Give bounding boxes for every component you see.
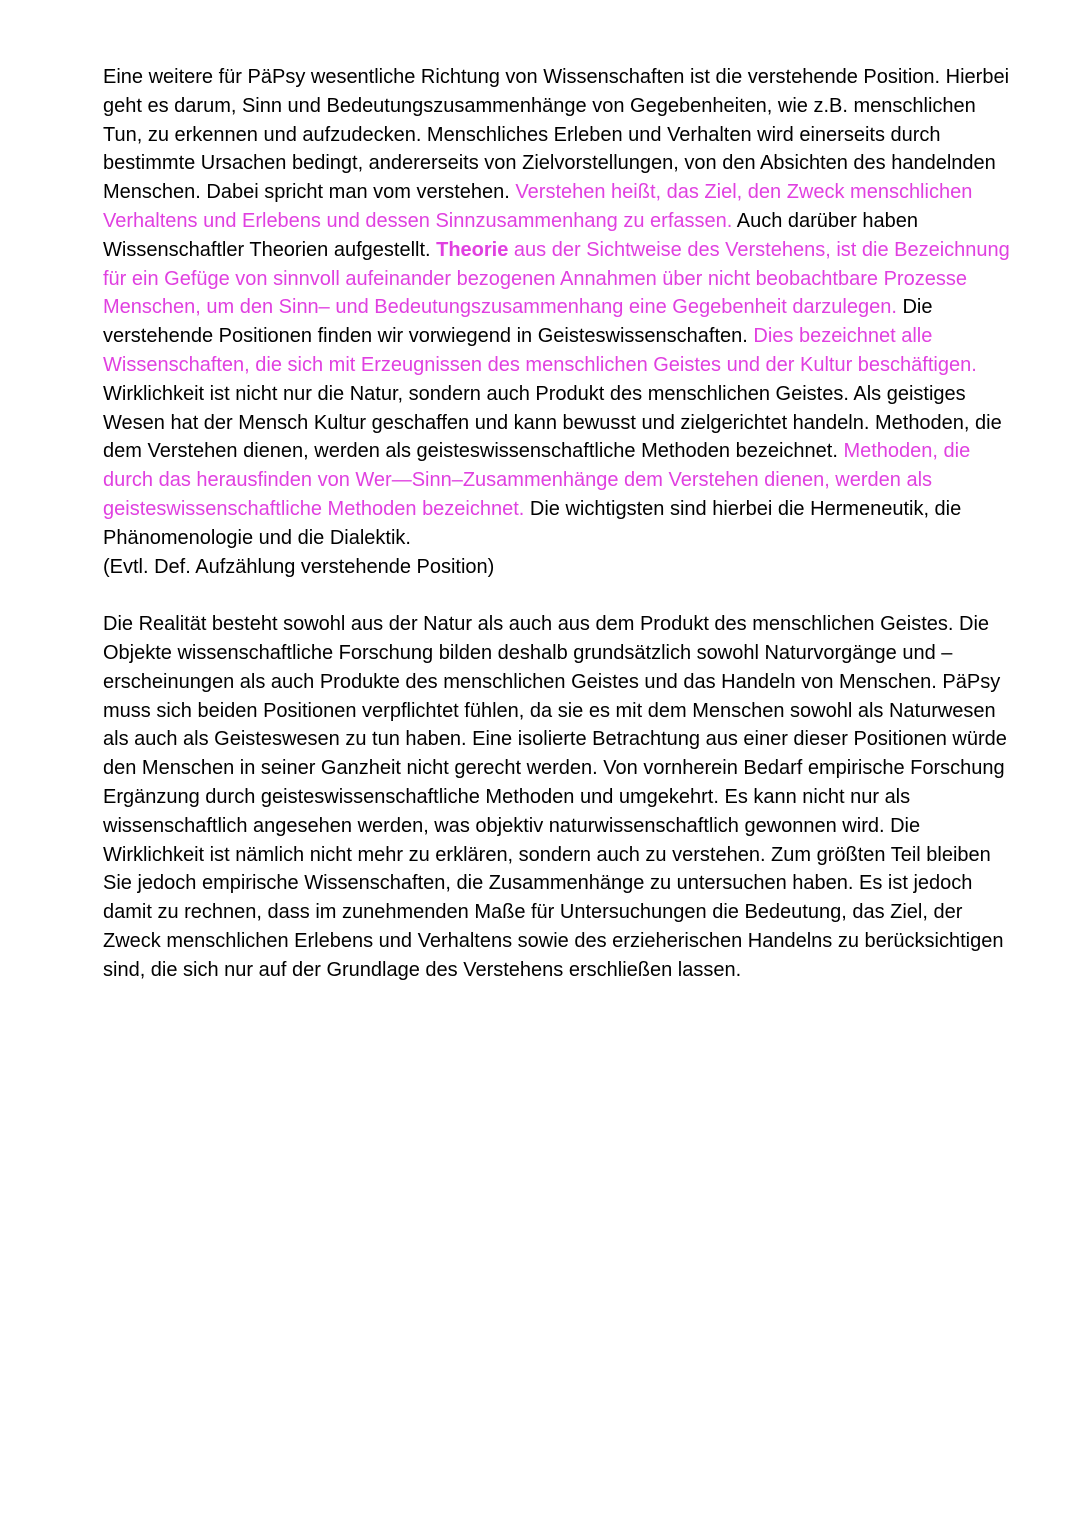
paragraph-realitaet: Die Realität besteht sowohl aus der Natur als auch aus dem Produkt des menschlichen Geistes. Die Objekte wissenschaftliche Forschung bilden deshalb grundsätzlich sowohl Naturvorgänge und –erscheinungen als auch Produkte des menschlichen Geistes und das Handeln von Menschen. PäPsy muss sich beiden Positionen verpflichtet fühlen, da sie es mit dem Menschen sowohl als Naturwesen als auch als Geisteswesen zu tun haben. Eine isolierte Betrachtung aus einer dieser Positionen würde den Menschen in seiner Ganzheit nicht gerecht werden. Von vornherein Bedarf empirische Forschung Ergänzung durch geisteswissenschaftliche Methoden und umgekehrt. Es kann nicht nur als wissenschaftlich angesehen werden, was objektiv naturwissenschaftlich gewonnen wird. Die Wirklichkeit ist nämlich nicht mehr zu erklären, sondern auch zu verstehen. Zum größten Teil bleiben Sie jedoch empirische Wissenschaften, die Zusammenhänge zu untersuchen haben. Es ist jedoch damit zu rechnen, dass im zunehmenden Maße für Untersuchungen die Bedeutung, das Ziel, der Zweck menschlichen Erlebens und Verhaltens sowie des erzieherischen Handelns zu berücksichtigen sind, die sich nur auf der Grundlage des Verstehens erschließen lassen. xyxy=(103,613,1007,981)
text-run: Die wichtigsten sind hierbei die Hermeneutik, die Phänomenologie und die Dialektik. xyxy=(103,497,962,549)
definition-geisteswissenschaftliche-methoden: Methoden, die durch das herausfinden von Wer—Sinn–Zusammenhänge dem Verstehen dienen, werden als geisteswissenschaftliche Methoden bezeichnet. xyxy=(103,440,971,520)
document-page xyxy=(103,63,1018,985)
paragraph-spacer xyxy=(103,581,1018,610)
text-run: Die verstehende Positionen finden wir vorwiegend in Geisteswissenschaften. xyxy=(103,296,933,348)
definition-theorie: aus der Sichtweise des Verstehens, ist die Bezeichnung für ein Gefüge von sinnvoll aufeinander bezogenen Annahmen über nicht beobachtbare Prozesse Menschen, um den Sinn– und Bedeutungszusammenhang eine Gegebenheit darzulegen. xyxy=(103,238,1010,319)
note-line: (Evtl. Def. Aufzählung verstehende Position) xyxy=(103,555,495,578)
paragraph-verstehende-position xyxy=(103,63,1018,553)
text-run: Eine weitere für PäPsy wesentliche Richtung von Wissenschaften ist die verstehende Position. Hierbei geht es darum, Sinn und Bedeutungszusammenhänge von Gegebenheiten, wie z.B. menschlichen Tun, zu erkennen und aufzudecken. Menschliches Erleben und Verhalten wird einerseits durch bestimmte Ursachen bedingt, andererseits von Zielvorstellungen, von den Absichten des handelnden Menschen. Dabei spricht man vom verstehen. xyxy=(103,66,1010,204)
text-run: Auch darüber haben Wissenschaftler Theorien aufgestellt. xyxy=(103,209,918,261)
text-run: Wirklichkeit ist nicht nur die Natur, sondern auch Produkt des menschlichen Geistes. Als geistiges Wesen hat der Mensch Kultur geschaffen und kann bewusst und zielgerichtet handeln. Methoden, die dem Verstehen dienen, werden als geisteswissenschaftliche Methoden bezeichnet. xyxy=(103,382,1002,463)
definition-geisteswissenschaften: Dies bezeichnet alle Wissenschaften, die sich mit Erzeugnissen des menschlichen Geistes und der Kultur beschäftigen. xyxy=(103,325,977,376)
definition-verstehen: Verstehen heißt, das Ziel, den Zweck menschlichen Verhaltens und Erlebens und dessen Sinnzusammenhang zu erfassen. xyxy=(103,181,973,232)
term-theorie: Theorie xyxy=(436,238,509,261)
